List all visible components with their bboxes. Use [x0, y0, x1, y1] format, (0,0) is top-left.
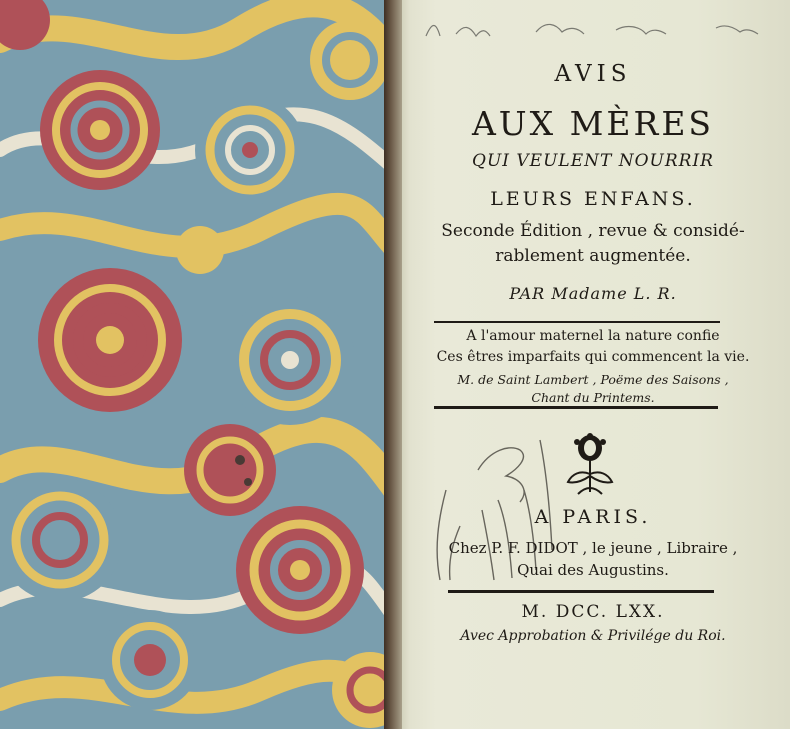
imprint-place: A PARIS. [534, 506, 652, 528]
divider-middle [434, 406, 718, 409]
divider-bottom [448, 590, 714, 593]
title-aux-meres: AUX MÈRES [471, 104, 715, 143]
author-line: PAR Madame L. R. [509, 284, 677, 303]
book-gutter [384, 0, 402, 729]
title-page [396, 0, 790, 729]
divider-top [434, 321, 720, 323]
edition-line-2: rablement augmentée. [495, 246, 691, 266]
pencil-inscription [416, 14, 786, 44]
attribution-line-2: Chant du Printems. [531, 390, 655, 405]
subtitle-qui-veulent: QUI VEULENT NOURRIR [472, 151, 714, 171]
imprint-publisher-1: Chez P. F. DIDOT , le jeune , Libraire , [448, 539, 738, 557]
subtitle-leurs-enfans: LEURS ENFANS. [490, 188, 696, 210]
imprint-privilege: Avec Approbation & Privilége du Roi. [460, 628, 726, 644]
flower-ornament-icon [562, 430, 618, 496]
title-avis: AVIS [554, 61, 632, 87]
imprint-publisher-2: Quai des Augustins. [517, 561, 669, 579]
edition-line-1: Seconde Édition , revue & considé- [441, 221, 745, 241]
epigraph-line-2: Ces êtres imparfaits qui commencent la vie. [436, 349, 750, 365]
attribution-line-1: M. de Saint Lambert , Poëme des Saisons , [457, 372, 729, 387]
imprint-year: M. DCC. LXX. [521, 602, 665, 622]
epigraph-line-1: A l'amour maternel la nature confie [466, 328, 720, 344]
